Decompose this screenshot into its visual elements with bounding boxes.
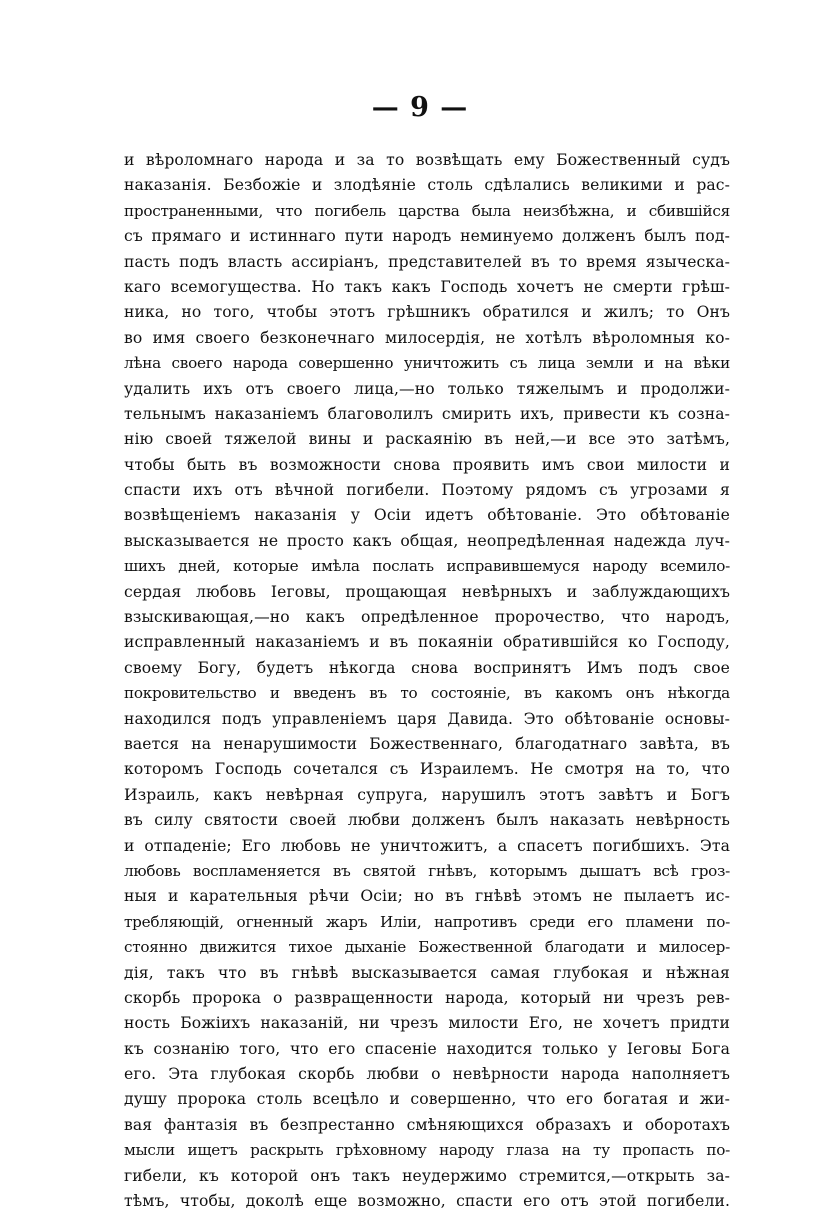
text-line: лѣна своего народа совершенно уничтожить съ лица земли и на вѣки — [124, 354, 730, 373]
text-line: покровительство и введенъ въ то состояніе, въ какомъ онъ нѣкогда — [124, 684, 730, 703]
text-line: вая фантазія въ безпрестанно смѣняющихся образахъ и оборотахъ — [124, 1115, 730, 1134]
text-line: чтобы быть въ возможности снова проявить имъ свои милости и — [124, 455, 730, 474]
text-line: находился подъ управленіемъ царя Давида. Это обѣтованіе основы- — [124, 709, 730, 728]
text-line: требляющій, огненный жаръ Иліи, напротивъ среди его пламени по- — [124, 912, 730, 931]
text-line: скорбь пророка о развращенности народа, который ни чрезъ рев- — [124, 988, 730, 1007]
text-line: его. Эта глубокая скорбь любви о невѣрности народа наполняетъ — [124, 1065, 730, 1084]
body-text — [124, 148, 730, 1214]
text-line: душу пророка столь всецѣло и совершенно, что его богатая и жи- — [124, 1090, 730, 1109]
text-line: дія, такъ что въ гнѣвѣ высказывается самая глубокая и нѣжная — [124, 963, 730, 982]
text-line: во имя своего безконечнаго милосердія, не хотѣлъ вѣроломныя ко- — [124, 328, 730, 347]
text-line: своему Богу, будетъ нѣкогда снова воспринятъ Имъ подъ свое — [124, 658, 730, 677]
text-line: наказанія. Безбожіе и злодѣяніе столь сдѣлались великими и рас- — [124, 176, 730, 195]
text-line: высказывается не просто какъ общая, неопредѣленная надежда луч- — [124, 531, 730, 550]
text-line: шихъ дней, которые имѣла послать исправившемуся народу всемило- — [124, 557, 730, 576]
text-line: любовь воспламеняется въ святой гнѣвъ, которымъ дышатъ всѣ гроз- — [124, 861, 730, 880]
text-line: въ силу святости своей любви долженъ былъ наказать невѣрность — [124, 811, 730, 830]
text-line: пространенными, что погибель царства была неизбѣжна, и сбившійся — [124, 201, 730, 220]
text-line: гибели, къ которой онъ такъ неудержимо стремится,—открыть за- — [124, 1166, 730, 1185]
text-line: Израиль, какъ невѣрная супруга, нарушилъ этотъ завѣтъ и Богъ — [124, 785, 730, 804]
text-line: которомъ Господь сочетался съ Израилемъ. Не смотря на то, что — [124, 760, 730, 779]
text-line: возвѣщеніемъ наказанія у Осіи идетъ обѣтованіе. Это обѣтованіе — [124, 506, 730, 525]
text-line: спасти ихъ отъ вѣчной погибели. Поэтому рядомъ съ угрозами я — [124, 481, 730, 500]
text-line: мысли ищетъ раскрыть грѣховному народу глаза на ту пропасть по- — [124, 1141, 730, 1160]
text-line: ника, но того, чтобы этотъ грѣшникъ обратился и жилъ; то Онъ — [124, 303, 730, 322]
text-line: нію своей тяжелой вины и раскаянію въ ней,—и все это затѣмъ, — [124, 430, 730, 449]
text-line: и вѣроломнаго народа и за то возвѣщать ему Божественный судъ — [124, 151, 730, 169]
page-number: — 9 — — [371, 92, 469, 123]
text-line: стоянно движится тихое дыханіе Божественной благодати и милосер- — [124, 938, 730, 957]
text-line: и отпаденіе; Его любовь не уничтожитъ, а спасетъ погибшихъ. Эта — [124, 836, 730, 855]
text-line: удалить ихъ отъ своего лица,—но только тяжелымъ и продолжи- — [124, 379, 730, 398]
text-line: къ сознанію того, что его спасеніе находится только у Іеговы Бога — [124, 1039, 730, 1058]
text-line: взыскивающая,—но какъ опредѣленное пророчество, что народъ, — [124, 608, 730, 627]
text-line: вается на ненарушимости Божественнаго, благодатнаго завѣта, въ — [124, 734, 730, 753]
text-line: ность Божіихъ наказаній, ни чрезъ милости Его, не хочетъ придти — [124, 1014, 730, 1033]
text-line: съ прямаго и истиннаго пути народъ неминуемо долженъ былъ под- — [124, 227, 730, 246]
text-line: тельнымъ наказаніемъ благоволилъ смирить ихъ, привести къ созна- — [124, 404, 730, 423]
text-line: пасть подъ власть ассиріанъ, представителей въ то время языческа- — [124, 252, 730, 271]
text-line: исправленный наказаніемъ и въ покаяніи обратившійся ко Господу, — [124, 633, 730, 652]
text-line: тѣмъ, чтобы, доколѣ еще возможно, спасти его отъ этой погибели. — [124, 1192, 730, 1211]
text-line: каго всемогущества. Но такъ какъ Господь хочетъ не смерти грѣш- — [124, 277, 730, 296]
text-line: ныя и карательныя рѣчи Осіи; но въ гнѣвѣ этомъ не пылаетъ ис- — [124, 887, 730, 906]
text-line: сердая любовь Іеговы, прощающая невѣрныхъ и заблуждающихъ — [124, 582, 730, 601]
